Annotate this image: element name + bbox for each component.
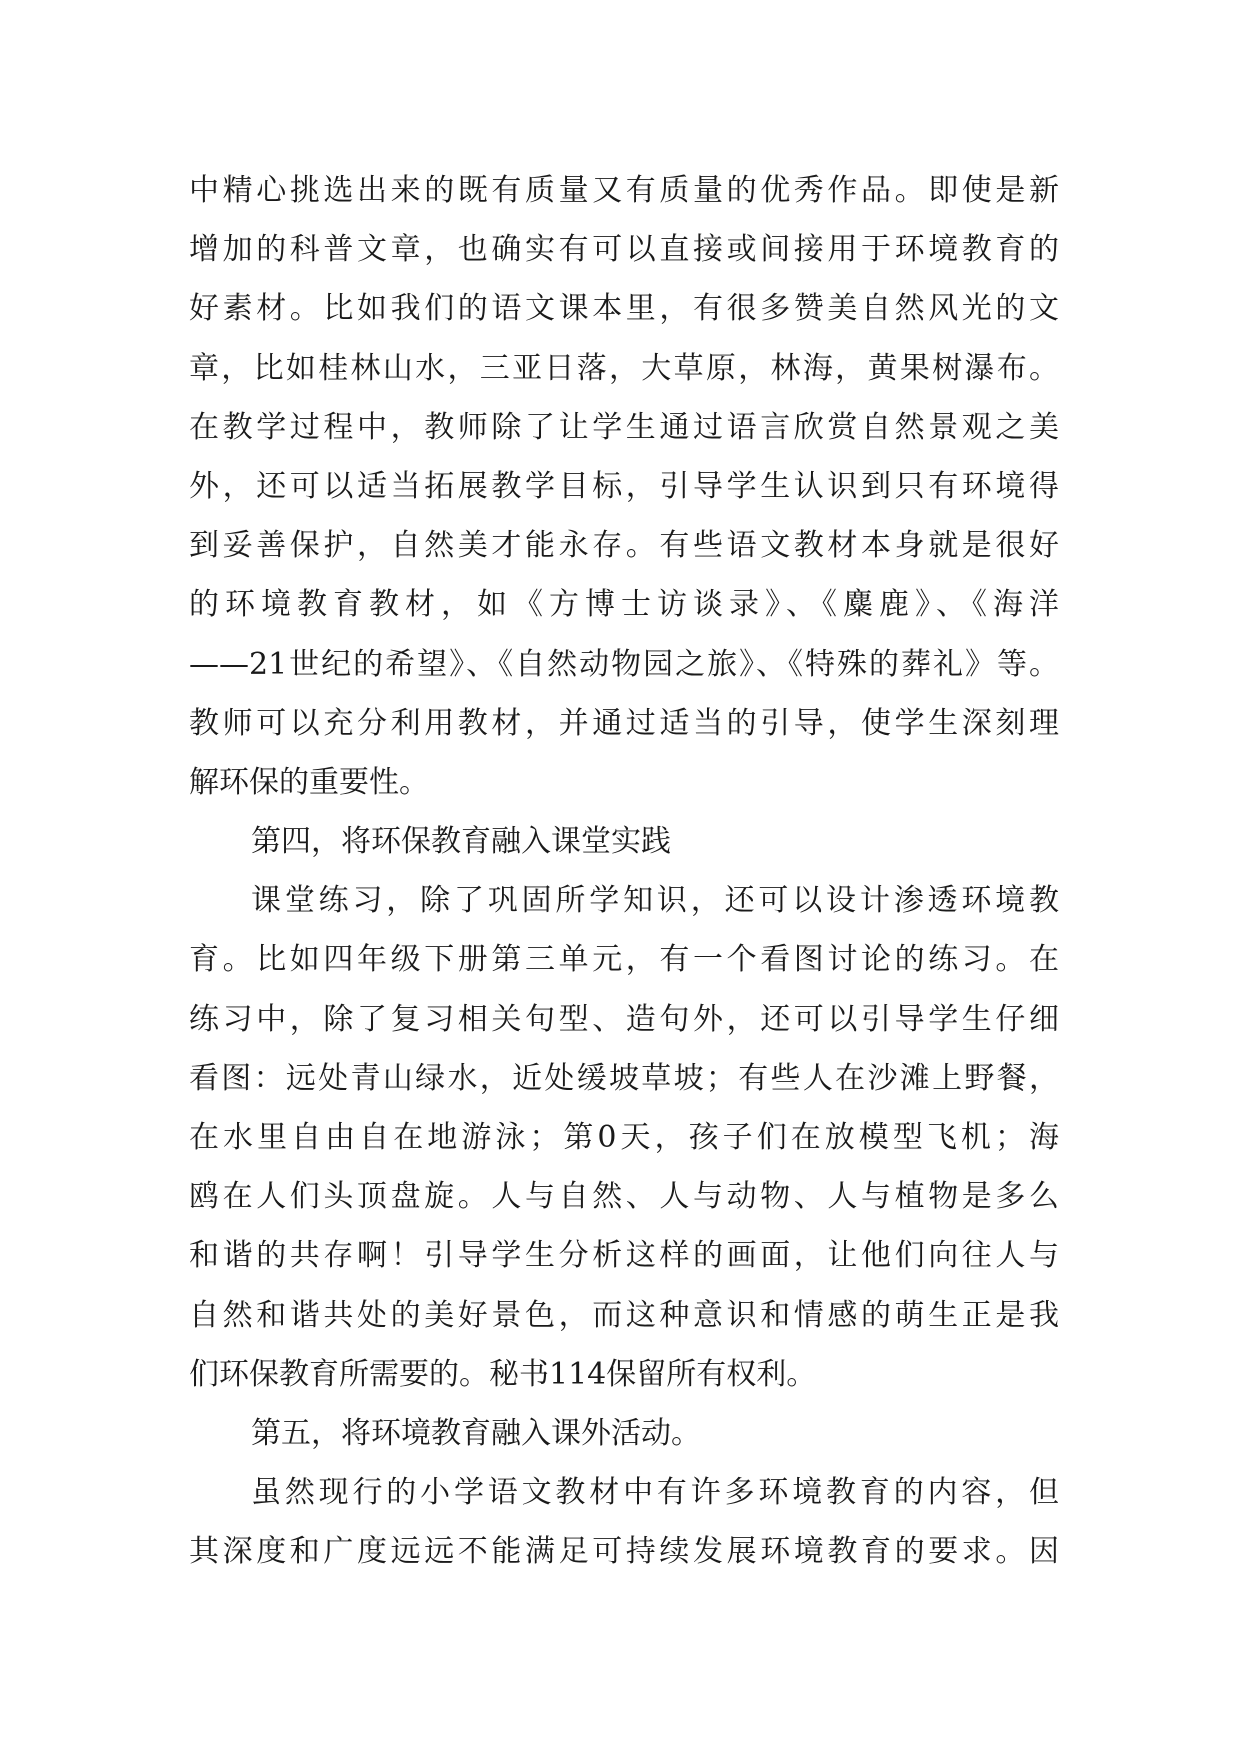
section-heading: 第五，将环境教育融入课外活动。 bbox=[251, 1415, 701, 1451]
text-line: 看图：远处青山绿水，近处缓坡草坡；有些人在沙滩上野餐， bbox=[189, 1060, 1059, 1096]
text-line: 到妥善保护，自然美才能永存。有些语文教材本身就是很好 bbox=[189, 528, 1059, 564]
text-line: 虽然现行的小学语文教材中有许多环境教育的内容，但 bbox=[251, 1475, 1059, 1511]
text-line: 练习中，除了复习相关句型、造句外，还可以引导学生仔细 bbox=[189, 1001, 1059, 1037]
document-body bbox=[189, 161, 1059, 1582]
text-line: 的环境教育教材，如《方博士访谈录》、《麋鹿》、《海洋 bbox=[189, 587, 1059, 623]
text-line: 在水里自由自在地游泳；第0天，孩子们在放模型飞机；海 bbox=[189, 1120, 1059, 1155]
text-line: 章，比如桂林山水，三亚日落，大草原，林海，黄果树瀑布。 bbox=[189, 350, 1059, 386]
text-line: 增加的科普文章，也确实有可以直接或间接用于环境教育的 bbox=[189, 232, 1059, 268]
text-line: 好素材。比如我们的语文课本里，有很多赞美自然风光的文 bbox=[189, 291, 1059, 327]
section-heading: 第四，将环保教育融入课堂实践 bbox=[251, 824, 671, 860]
text-line: 中精心挑选出来的既有质量又有质量的优秀作品。即使是新 bbox=[189, 173, 1059, 208]
text-line: 鸥在人们头顶盘旋。人与自然、人与动物、人与植物是多么 bbox=[189, 1179, 1059, 1215]
text-line: 和谐的共存啊！引导学生分析这样的画面，让他们向往人与 bbox=[189, 1238, 1059, 1274]
text-line: 们环保教育所需要的。秘书114保留所有权利。 bbox=[189, 1356, 817, 1392]
text-line: ——21世纪的希望》、《自然动物园之旅》、《特殊的葬礼》等。 bbox=[189, 646, 1059, 682]
text-line: 教师可以充分利用教材，并通过适当的引导，使学生深刻理 bbox=[189, 705, 1059, 741]
text-line: 在教学过程中，教师除了让学生通过语言欣赏自然景观之美 bbox=[189, 409, 1059, 445]
text-line: 其深度和广度远远不能满足可持续发展环境教育的要求。因 bbox=[189, 1534, 1059, 1570]
text-line: 外，还可以适当拓展教学目标，引导学生认识到只有环境得 bbox=[189, 468, 1059, 504]
text-line: 自然和谐共处的美好景色，而这种意识和情感的萌生正是我 bbox=[189, 1297, 1059, 1333]
text-line: 育。比如四年级下册第三单元，有一个看图讨论的练习。在 bbox=[189, 942, 1059, 978]
text-line: 课堂练习，除了巩固所学知识，还可以设计渗透环境教 bbox=[251, 883, 1059, 919]
text-line: 解环保的重要性。 bbox=[189, 764, 429, 800]
